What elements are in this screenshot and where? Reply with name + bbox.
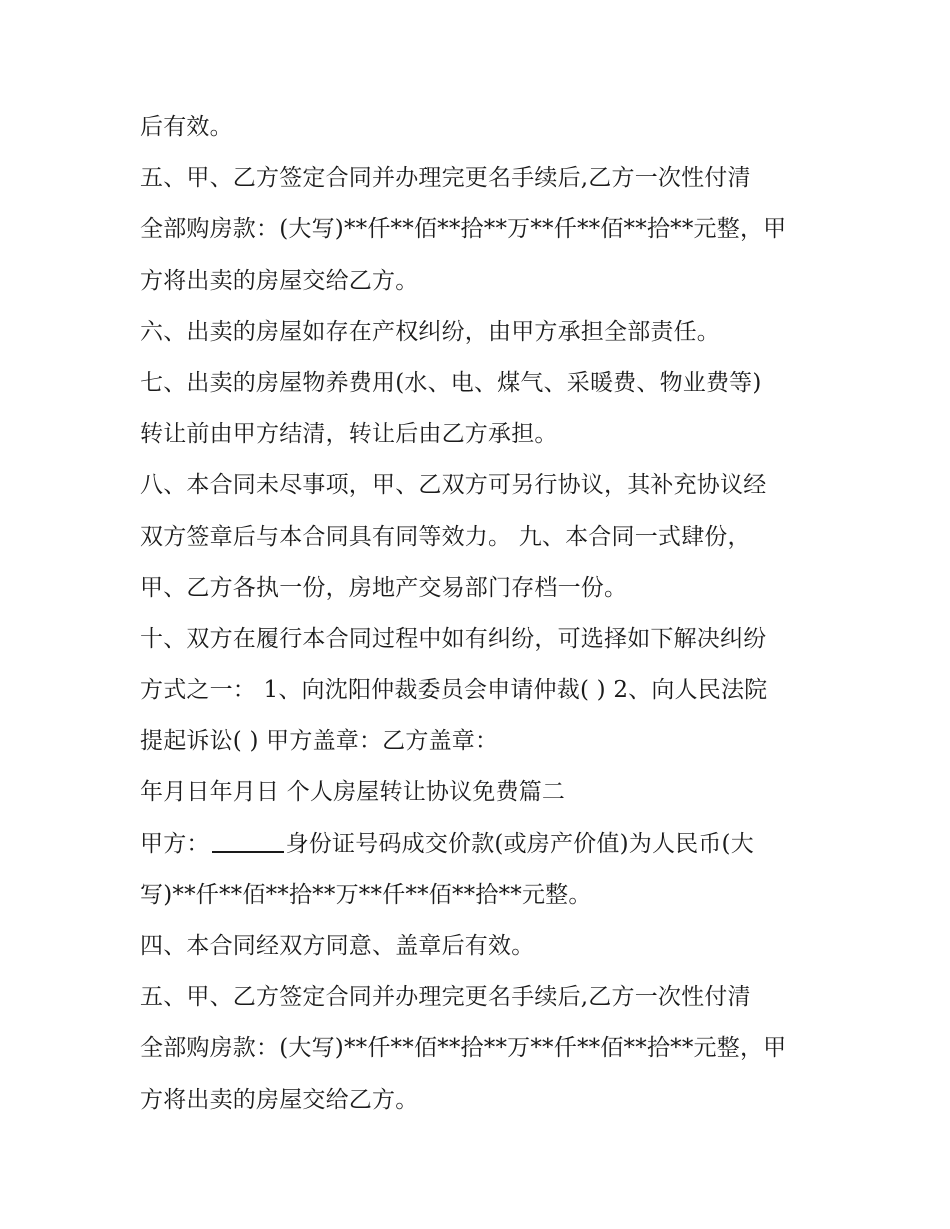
text-line: 写)**仟**佰**拾**万**仟**佰**拾**元整。 (140, 881, 592, 908)
text-line: 全部购房款：(大写)**仟**佰**拾**万**仟**佰**拾**元整，甲 (140, 216, 787, 243)
section-heading: 年月日年月日 个人房屋转让协议免费篇二 (140, 779, 566, 806)
text-line: 转让前由甲方结清，转让后由乙方承担。 (140, 421, 558, 448)
text-line: 十、双方在履行本合同过程中如有纠纷，可选择如下解决纠纷 (140, 625, 767, 652)
document-body (140, 102, 820, 1126)
text-line: 提起诉讼( ) 甲方盖章：乙方盖章： (140, 728, 499, 755)
text-line: 六、出卖的房屋如存在产权纠纷，由甲方承担全部责任。 (140, 318, 720, 345)
text-line: 五、甲、乙方签定合同并办理完更名手续后,乙方一次性付清 (140, 165, 751, 192)
party-a-line (140, 819, 820, 870)
text-line: 后有效。 (140, 114, 233, 140)
text-line: 五、甲、乙方签定合同并办理完更名手续后,乙方一次性付清 (140, 984, 751, 1011)
blank-underline (212, 851, 284, 853)
text-line: 方将出卖的房屋交给乙方。 (140, 1086, 419, 1113)
text-line: 方式之一： 1、向沈阳仲裁委员会申请仲裁( ) 2、向人民法院 (140, 677, 768, 704)
text-line: 全部购房款：(大写)**仟**佰**拾**万**仟**佰**拾**元整，甲 (140, 1035, 787, 1062)
text-line: 四、本合同经双方同意、盖章后有效。 (140, 933, 535, 959)
party-a-text: 身份证号码成交价款(或房产价值)为人民币(大 (285, 830, 754, 857)
text-line: 方将出卖的房屋交给乙方。 (140, 267, 419, 294)
party-a-label: 甲方： (140, 830, 210, 857)
text-line: 甲、乙方各执一份，房地产交易部门存档一份。 (140, 574, 628, 601)
text-line: 双方签章后与本合同具有同等效力。 九、本合同一式肆份， (140, 523, 751, 550)
text-line: 七、出卖的房屋物养费用(水、电、煤气、采暖费、物业费等) (140, 369, 762, 396)
text-line: 八、本合同未尽事项，甲、乙双方可另行协议，其补充协议经 (140, 472, 767, 499)
